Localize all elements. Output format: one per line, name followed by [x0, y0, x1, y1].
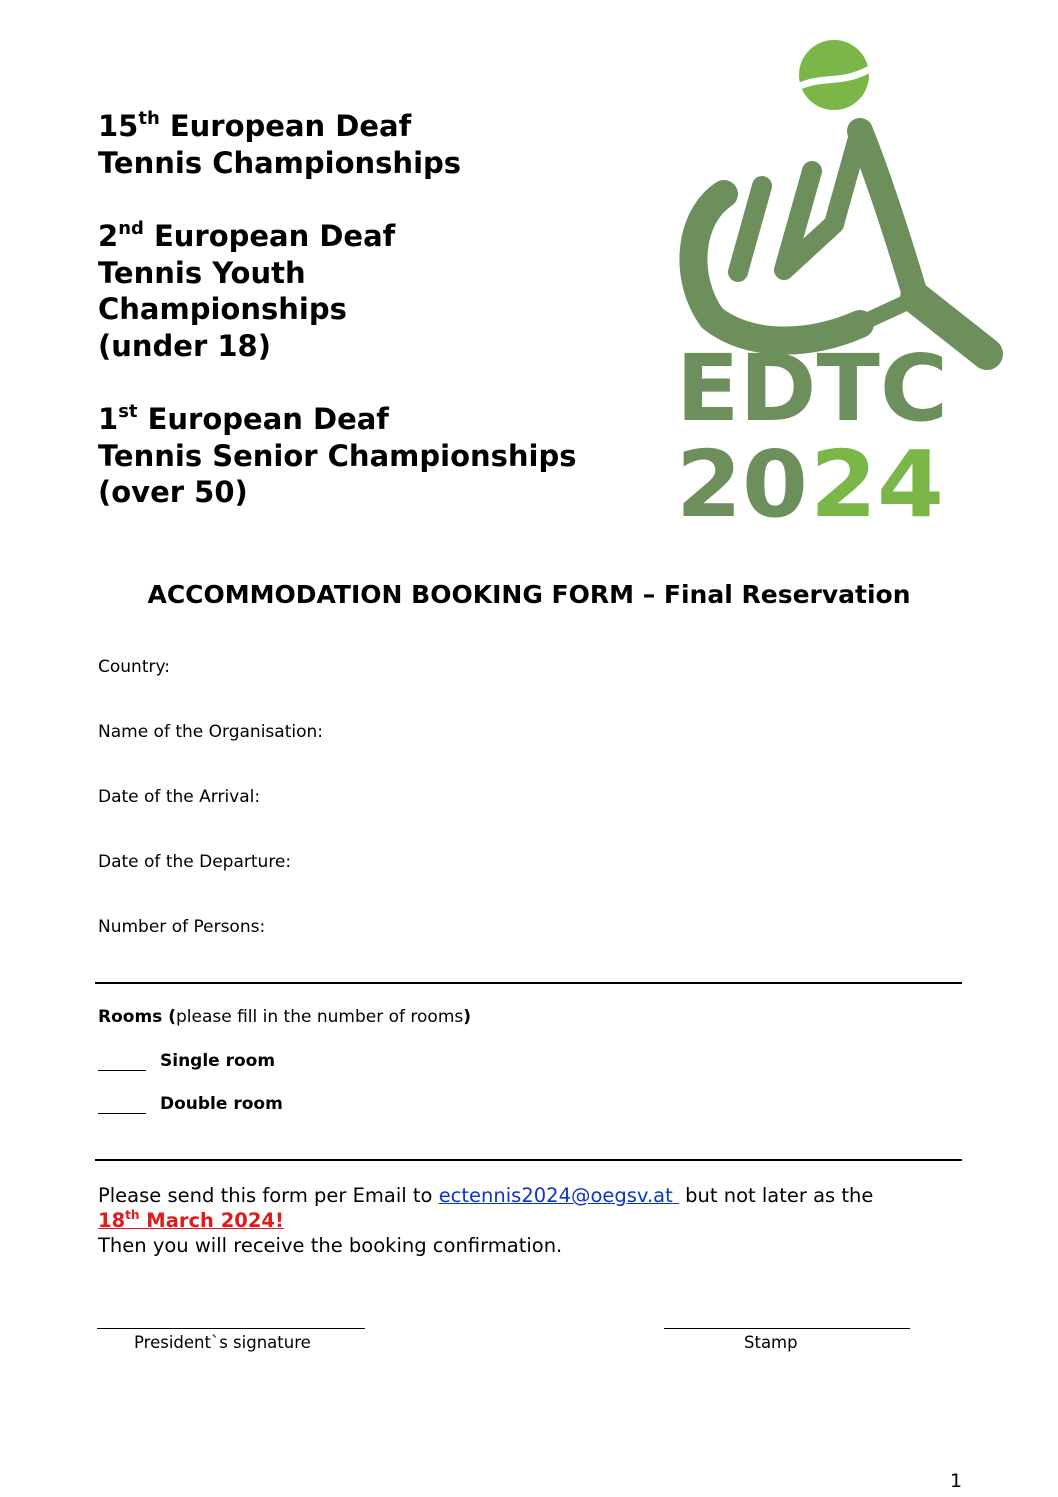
note-text: Please send this form per Email to: [98, 1184, 439, 1207]
organisation-label: Name of the Organisation:: [98, 722, 323, 742]
persons-label: Number of Persons:: [98, 917, 266, 937]
title-number: 1: [98, 402, 119, 436]
submission-note: [98, 1183, 998, 1258]
title-block: [98, 108, 658, 548]
divider: [95, 982, 962, 984]
double-room-label: Double room: [160, 1094, 283, 1114]
rooms-heading-paren: (: [162, 1007, 176, 1027]
title-line: (under 18): [98, 328, 271, 363]
title-line: European Deaf: [143, 219, 396, 253]
title-european-championships: [98, 108, 658, 181]
logo-text-year-part2: 24: [810, 431, 944, 522]
title-number: 2: [98, 219, 119, 253]
title-ordinal: st: [118, 401, 138, 423]
deadline-day: 18: [98, 1209, 126, 1232]
title-youth-championships: [98, 218, 658, 364]
title-line: (over 50): [98, 475, 248, 509]
edtc-logo: [672, 36, 1024, 522]
page-number: 1: [950, 1470, 963, 1492]
signature-label: President`s signature: [134, 1333, 311, 1352]
form-title: ACCOMMODATION BOOKING FORM – Final Reservation: [147, 580, 911, 609]
single-room-label: Single room: [160, 1051, 276, 1071]
divider: [95, 1159, 962, 1161]
single-room-row: [98, 1051, 275, 1071]
deadline-ordinal: th: [125, 1207, 140, 1222]
note-text: but not later as the: [678, 1184, 874, 1207]
logo-text-year-part1: 20: [676, 431, 808, 522]
double-room-row: [98, 1094, 283, 1114]
note-text: Then you will receive the booking confirmation.: [98, 1234, 563, 1257]
single-room-count-field[interactable]: [98, 1052, 146, 1071]
logo-text-edtc: EDTC: [676, 335, 948, 442]
arrival-date-label: Date of the Arrival:: [98, 787, 261, 807]
rooms-heading: [98, 1007, 471, 1027]
title-line: Championships: [98, 292, 347, 326]
country-label: Country:: [98, 657, 171, 677]
signature-line[interactable]: [97, 1328, 365, 1329]
stamp-line[interactable]: [664, 1328, 910, 1329]
title-ordinal: nd: [118, 218, 144, 240]
title-line: European Deaf: [137, 402, 389, 436]
title-line: Tennis Senior Championships: [98, 438, 577, 473]
tennis-racket-icon: [693, 131, 987, 354]
title-number: 15: [98, 109, 139, 143]
rooms-heading-paren: ): [463, 1007, 472, 1027]
title-line: European Deaf: [159, 109, 412, 143]
deadline-rest: March 2024!: [139, 1209, 284, 1232]
double-room-count-field[interactable]: [98, 1095, 146, 1114]
stamp-label: Stamp: [744, 1333, 798, 1352]
title-senior-championships: [98, 401, 658, 511]
deadline-date: [98, 1208, 998, 1233]
title-ordinal: th: [138, 108, 160, 130]
departure-date-label: Date of the Departure:: [98, 852, 292, 872]
email-link[interactable]: ectennis2024@oegsv.at: [438, 1184, 673, 1207]
title-line: Tennis Championships: [98, 145, 462, 180]
rooms-heading-note: please fill in the number of rooms: [175, 1007, 464, 1027]
title-line: Tennis Youth: [98, 255, 306, 290]
rooms-heading-bold: Rooms: [98, 1007, 163, 1027]
